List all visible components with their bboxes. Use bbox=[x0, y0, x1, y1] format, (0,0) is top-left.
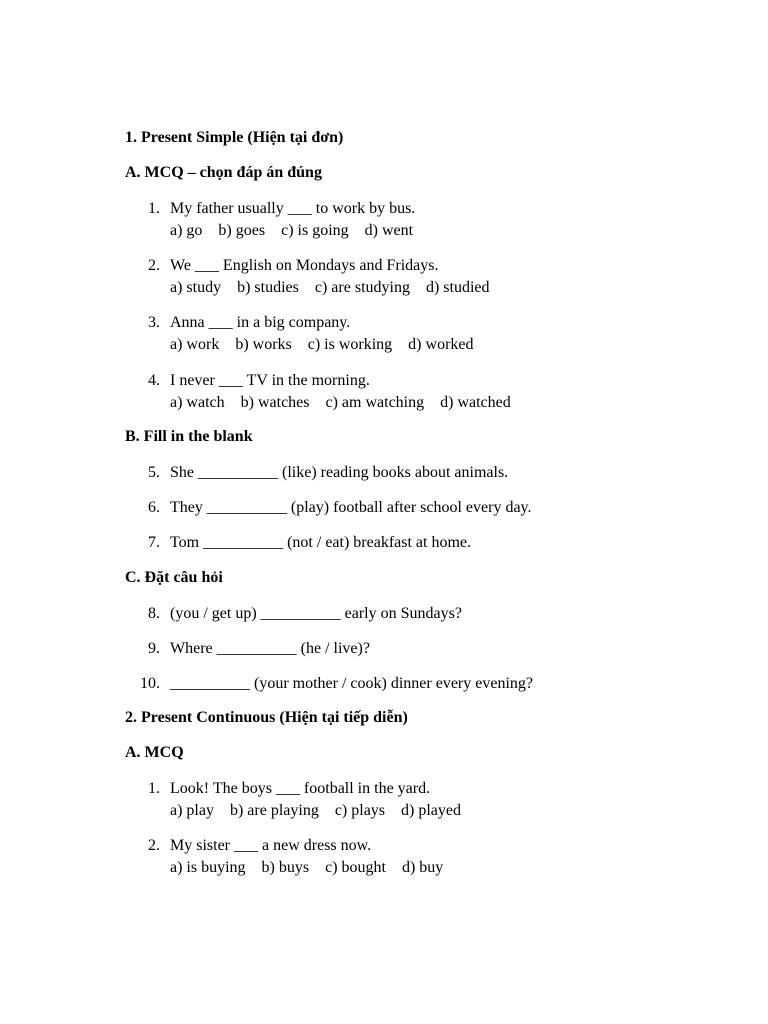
question-text: I never ___ TV in the morning. bbox=[170, 372, 370, 389]
question-text: My father usually ___ to work by bus. bbox=[170, 200, 416, 217]
subsection-title-mcq: A. MCQ – chọn đáp án đúng bbox=[125, 164, 322, 181]
answer-options: a) is buying b) buys c) bought d) buy bbox=[170, 859, 444, 876]
question-text: My sister ___ a new dress now. bbox=[170, 837, 372, 854]
answer-options: a) play b) are playing c) plays d) played bbox=[170, 802, 462, 819]
answer-options: a) study b) studies c) are studying d) studied bbox=[170, 279, 490, 296]
subsection-title-mcq: A. MCQ bbox=[125, 744, 184, 761]
subsection-title-fill-blank: B. Fill in the blank bbox=[125, 428, 253, 445]
question-text: __________ (your mother / cook) dinner every evening? bbox=[170, 675, 534, 692]
question-number: 2. bbox=[148, 257, 160, 274]
question-text: She __________ (like) reading books about animals. bbox=[170, 464, 509, 481]
question-number: 3. bbox=[148, 314, 160, 331]
question-number: 5. bbox=[148, 464, 160, 481]
question-number: 6. bbox=[148, 499, 160, 516]
subsection-title-make-questions: C. Đặt câu hỏi bbox=[125, 569, 223, 586]
question-text: Tom __________ (not / eat) breakfast at home. bbox=[170, 534, 472, 551]
answer-options: a) watch b) watches c) am watching d) watched bbox=[170, 394, 511, 411]
question-text: (you / get up) __________ early on Sundays? bbox=[170, 605, 462, 622]
question-number: 1. bbox=[148, 200, 160, 217]
question-text: Look! The boys ___ football in the yard. bbox=[170, 780, 431, 797]
question-number: 10. bbox=[140, 675, 160, 692]
question-number: 4. bbox=[148, 372, 160, 389]
question-number: 9. bbox=[148, 640, 160, 657]
section-title-present-simple: 1. Present Simple (Hiện tại đơn) bbox=[125, 129, 344, 146]
question-number: 2. bbox=[148, 837, 160, 854]
question-text: Anna ___ in a big company. bbox=[170, 314, 351, 331]
question-number: 1. bbox=[148, 780, 160, 797]
question-text: They __________ (play) football after school every day. bbox=[170, 499, 532, 516]
question-text: Where __________ (he / live)? bbox=[170, 640, 370, 657]
section-title-present-continuous: 2. Present Continuous (Hiện tại tiếp diễn) bbox=[125, 709, 408, 726]
answer-options: a) go b) goes c) is going d) went bbox=[170, 222, 414, 239]
question-number: 7. bbox=[148, 534, 160, 551]
question-text: We ___ English on Mondays and Fridays. bbox=[170, 257, 439, 274]
answer-options: a) work b) works c) is working d) worked bbox=[170, 336, 474, 353]
question-number: 8. bbox=[148, 605, 160, 622]
